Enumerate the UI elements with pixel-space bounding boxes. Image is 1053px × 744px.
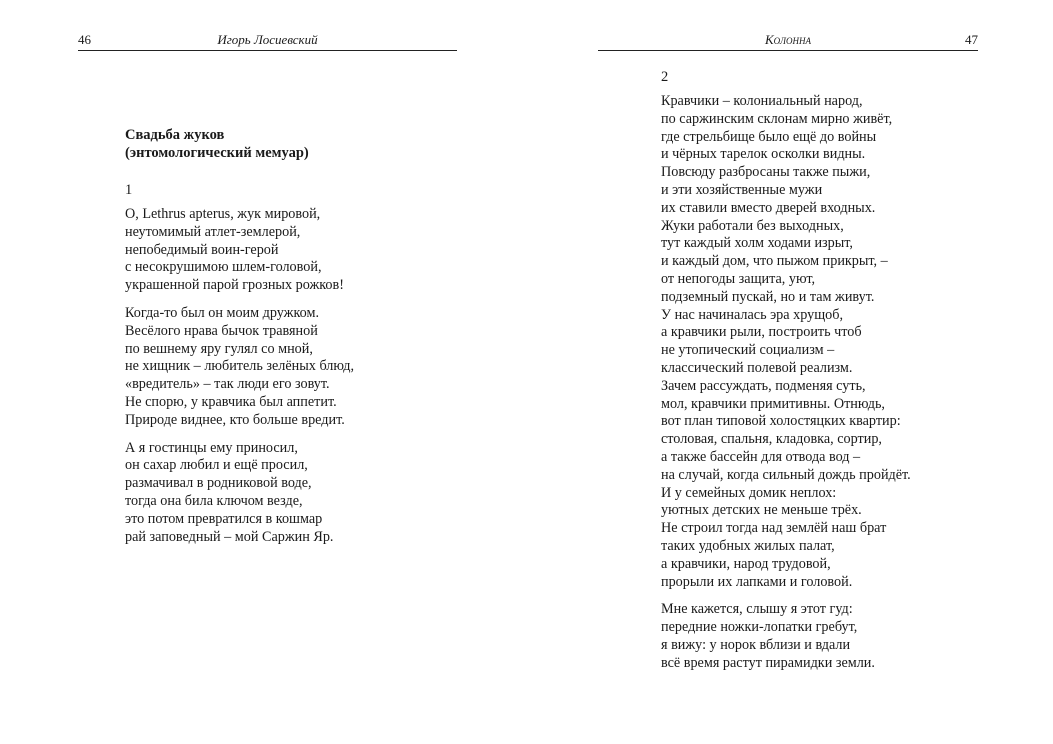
poem-line: он сахар любил и ещё просил, bbox=[125, 457, 308, 474]
poem-line: и чёрных тарелок осколки видны. bbox=[661, 146, 866, 163]
stanza bbox=[125, 206, 354, 295]
poem-line: на случай, когда сильный дождь пройдёт. bbox=[661, 466, 911, 483]
poem-line: прорыли их лапками и головой. bbox=[661, 573, 853, 590]
poem-title bbox=[125, 126, 309, 162]
stanza-gap bbox=[125, 430, 354, 440]
poem-line: не утопический социализм – bbox=[661, 342, 835, 359]
poem-line: Природе виднее, кто больше вредит. bbox=[125, 411, 345, 428]
poem-line: И у семейных домик неплох: bbox=[661, 484, 837, 501]
poem-line: «вредитель» – так люди его зовут. bbox=[125, 376, 330, 393]
poem-line: украшенной парой грозных рожков! bbox=[125, 277, 344, 294]
poem-line: а кравчики рыли, построить чтоб bbox=[661, 324, 862, 341]
poem-line: мол, кравчики примитивны. Отнюдь, bbox=[661, 395, 885, 412]
poem-line: с несокрушимою шлем-головой, bbox=[125, 259, 322, 276]
poem-line: тогда она била ключом везде, bbox=[125, 492, 303, 509]
stanza bbox=[661, 601, 911, 672]
poem-line: непобедимый воин-герой bbox=[125, 241, 279, 258]
stanza-gap bbox=[125, 295, 354, 305]
poem-line: и эти хозяйственные мужи bbox=[661, 181, 823, 198]
stanza bbox=[661, 93, 911, 591]
poem-line: классический полевой реализм. bbox=[661, 359, 853, 376]
poem-line: Жуки работали без выходных, bbox=[661, 217, 844, 234]
poem-line: столовая, спальня, кладовка, сортир, bbox=[661, 431, 882, 448]
poem-line: от непогоды защита, уют, bbox=[661, 270, 816, 287]
right-section-number: 2 bbox=[661, 69, 669, 85]
left-page-number: 46 bbox=[78, 32, 91, 47]
poem-line: Когда-то был он моим дружком. bbox=[125, 304, 320, 321]
poem-line: передние ножки-лопатки гребут, bbox=[661, 619, 858, 636]
poem-line: неутомимый атлет-землерой, bbox=[125, 223, 301, 240]
left-header-rule bbox=[78, 50, 457, 51]
left-running-header bbox=[78, 31, 457, 49]
poem-line: где стрельбище было ещё до войны bbox=[661, 128, 877, 145]
left-running-title: Игорь Лосиевский bbox=[217, 32, 318, 47]
poem-line: тут каждый холм ходами изрыт, bbox=[661, 235, 853, 252]
poem-title-line-2: (энтомологический мемуар) bbox=[125, 145, 309, 161]
right-poem-body bbox=[661, 93, 911, 673]
poem-line: вот план типовой холостяцких квартир: bbox=[661, 413, 901, 430]
poem-line: по вешнему яру гулял со мной, bbox=[125, 340, 313, 357]
poem-line: я вижу: у норок вблизи и вдали bbox=[661, 636, 851, 653]
stanza bbox=[125, 305, 354, 430]
poem-line: А я гостинцы ему приносил, bbox=[125, 439, 298, 456]
poem-line: Мне кажется, слышу я этот гуд: bbox=[661, 601, 853, 618]
right-running-header bbox=[598, 31, 978, 49]
poem-line: это потом превратился в кошмар bbox=[125, 510, 323, 527]
right-running-title bbox=[598, 31, 978, 49]
stanza bbox=[125, 440, 354, 547]
poem-line: Весёлого нрава бычок травяной bbox=[125, 322, 318, 339]
poem-line: Зачем рассуждать, подменяя суть, bbox=[661, 377, 866, 394]
poem-line: а также бассейн для отвода вод – bbox=[661, 448, 861, 465]
poem-line: Повсюду разбросаны также пыжи, bbox=[661, 164, 871, 181]
poem-line: Кравчики – колониальный народ, bbox=[661, 93, 863, 109]
poem-line: подземный пускай, но и там живут. bbox=[661, 288, 875, 305]
poem-title-line-1: Свадьба жуков bbox=[125, 127, 225, 143]
right-running-title-text: Колонна bbox=[765, 32, 811, 47]
poem-line: таких удобных жилых палат, bbox=[661, 537, 835, 554]
right-header-rule bbox=[598, 50, 978, 51]
poem-line: а кравчики, народ трудовой, bbox=[661, 555, 831, 572]
stanza-gap bbox=[661, 591, 911, 601]
left-page bbox=[0, 0, 526, 744]
poem-line: и каждый дом, что пыжом прикрыт, – bbox=[661, 253, 888, 270]
poem-line: по саржинским склонам мирно живёт, bbox=[661, 110, 893, 127]
poem-line: размачивал в родниковой воде, bbox=[125, 475, 312, 492]
poem-line: У нас начиналась эра хрущоб, bbox=[661, 306, 843, 323]
poem-line: рай заповедный – мой Саржин Яр. bbox=[125, 528, 334, 545]
poem-line: не хищник – любитель зелёных блюд, bbox=[125, 358, 355, 375]
poem-line: О, Lethrus apterus, жук мировой, bbox=[125, 206, 321, 222]
left-section-number: 1 bbox=[125, 182, 133, 198]
poem-line: всё время растут пирамидки земли. bbox=[661, 654, 875, 671]
poem-line: Не строил тогда над землёй наш брат bbox=[661, 520, 887, 537]
poem-line: их ставили вместо дверей входных. bbox=[661, 199, 876, 216]
poem-line: уютных детских не меньше трёх. bbox=[661, 502, 862, 519]
right-page bbox=[526, 0, 1053, 744]
right-page-number: 47 bbox=[965, 32, 978, 47]
left-poem-body bbox=[125, 206, 354, 546]
poem-line: Не спорю, у кравчика был аппетит. bbox=[125, 393, 337, 410]
